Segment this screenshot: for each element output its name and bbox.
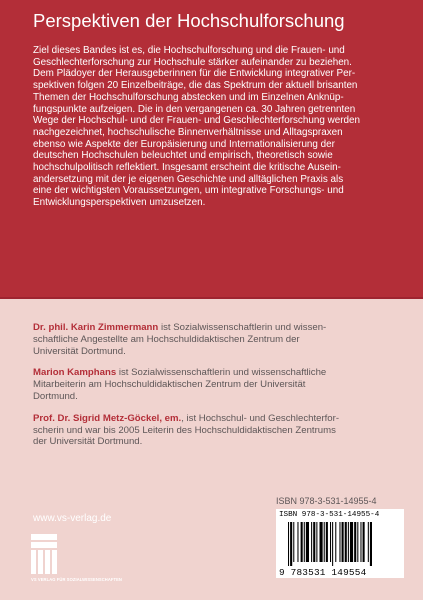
book-blurb (33, 45, 403, 209)
blurb-line: Dem Plädoyer der Herausgeberinnen für die Entwicklung integrativer Per- (33, 68, 356, 80)
blurb-line: fungspunkte aufzeigen. Die in den vergangenen ca. 30 Jahren getrennten (33, 103, 356, 115)
barcode-bar (360, 522, 361, 562)
blurb-line: Entwicklungsperspektiven umzusetzen. (33, 197, 206, 209)
blurb-line: andersetzung mit der je eigenen Geschichte und alltäglichen Praxis als (33, 173, 344, 185)
bio-line (33, 322, 413, 334)
bio-line: schaftliche Angestellte am Hochschuldidaktischen Zentrum der (33, 333, 300, 345)
barcode-bar (301, 522, 303, 562)
barcode-bar (332, 522, 333, 566)
barcode-bar (357, 522, 358, 562)
bio-line (33, 367, 413, 379)
vs-logo-icon (31, 534, 57, 574)
barcode-bar (313, 522, 315, 562)
bio-line: Dortmund. (33, 390, 78, 402)
author-name: Marion Kamphans (33, 367, 117, 379)
bio-line (33, 413, 413, 425)
blurb-line: ebenso wie Aspekte der Europäisierung und Internationalisierung der (33, 138, 335, 150)
panel-divider (0, 297, 423, 299)
barcode-bar (316, 522, 317, 562)
publisher-url: www.vs-verlag.de (33, 513, 112, 524)
blurb-line: Ziel dieses Bandes ist es, die Hochschulforschung und die Frauen- und (33, 45, 345, 56)
blurb-line: Geschlechterforschung zur Hochschule stärker aufeinander zu beziehen. (33, 56, 352, 68)
barcode-bar (297, 522, 298, 562)
barcode-bar (306, 522, 309, 562)
barcode-bar (304, 522, 305, 562)
blurb-line: spektiven folgen 20 Einzelbeiträge, die das Spektrum der aktuell brisanten (33, 80, 358, 92)
blurb-line: Wege der Hochschul- und der Frauen- und Geschlechterforschung werden (33, 115, 360, 127)
author-bio-metz-goeckel (33, 413, 413, 448)
blurb-line: hochschulpolitisch reflektiert. Insgesamt erscheint die kritische Ausein- (33, 162, 341, 174)
publisher-logo-text: VS VERLAG FÜR SOZIALWISSENSCHAFTEN (31, 577, 122, 582)
barcode-bar (342, 522, 344, 562)
barcode-bar (354, 522, 356, 562)
author-bios (33, 322, 413, 458)
barcode-bars (288, 522, 400, 566)
barcode-bar (370, 522, 372, 566)
author-bio-kamphans (33, 367, 413, 402)
barcode-isbn-label: ISBN 978-3-531-14955-4 (279, 511, 380, 519)
barcode-bar (293, 522, 294, 562)
barcode-bar (350, 522, 353, 562)
barcode-bar (290, 522, 292, 566)
bio-line: Mitarbeiterin am Hochschuldidaktischen Zentrum der Universität (33, 379, 306, 391)
publisher-logo (31, 534, 151, 584)
barcode-bar (345, 522, 347, 562)
barcode-bar (348, 522, 349, 562)
barcode-bar (324, 522, 325, 562)
isbn-text: ISBN 978-3-531-14955-4 (276, 496, 377, 506)
bio-line: der Universität Dortmund. (33, 436, 143, 448)
author-name: Prof. Dr. Sigrid Metz-Göckel, em. (33, 412, 182, 424)
blurb-line: nachgezeichnet, hochschulische Binnenverhältnisse und Alltagspraxen (33, 126, 343, 138)
author-bio-zimmermann (33, 322, 413, 357)
blurb-line: deutschen Hochschulen beleuchtet und empirisch, theoretisch sowie (33, 150, 333, 162)
barcode-bar (320, 522, 323, 562)
bio-text: ist Sozialwissenschaftlerin und wissenschaftliche (116, 367, 327, 379)
isbn-barcode (276, 509, 404, 578)
bio-text: ist Sozialwissenschaftlerin und wissen- (158, 322, 327, 333)
barcode-bar (368, 522, 369, 562)
barcode-bar (311, 522, 312, 562)
barcode-digits: 9 783531 149554 (279, 567, 367, 578)
bio-line: scherin und war bis 2005 Leiterin des Hochschuldidaktischen Zentrums (33, 424, 336, 436)
barcode-bar (330, 522, 331, 562)
barcode-bar (326, 522, 328, 562)
bio-line: Universität Dortmund. (33, 345, 126, 357)
author-name: Dr. phil. Karin Zimmermann (33, 322, 159, 333)
bio-text: , ist Hochschul- und Geschlechterfor- (181, 412, 340, 424)
barcode-bar (288, 522, 289, 566)
barcode-bar (335, 522, 336, 562)
series-title: Perspektiven der Hochschulforschung (33, 10, 345, 31)
barcode-bar (339, 522, 340, 562)
blurb-line: Themen der Hochschulforschung abstecken und im Einzelnen Anknüp- (33, 91, 344, 103)
blurb-line: eine der wichtigsten Voraussetzungen, um integrative Forschungs- und (33, 185, 344, 197)
barcode-bar (363, 522, 365, 562)
